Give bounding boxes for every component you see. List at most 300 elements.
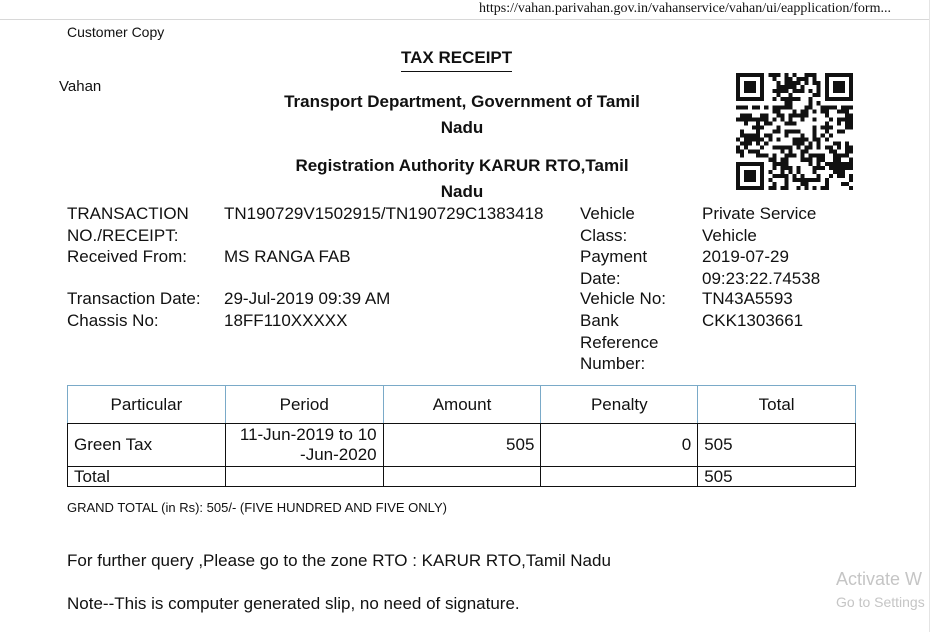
qr-module: [780, 166, 784, 170]
qr-module: [845, 162, 849, 166]
grand-total-text: GRAND TOTAL (in Rs): 505/- (FIVE HUNDRED AND FIVE ONLY): [67, 500, 447, 515]
qr-module: [837, 117, 841, 121]
qr-module: [825, 125, 829, 129]
qr-module: [772, 73, 776, 77]
qr-module: [784, 129, 788, 133]
department-heading: [262, 89, 662, 141]
payment-date-label: [580, 246, 647, 289]
qr-module: [784, 166, 788, 170]
qr-module: [833, 89, 837, 93]
qr-module: [784, 154, 788, 158]
qr-module: [744, 89, 748, 93]
bank-reference-label-line-1: Bank: [580, 311, 619, 330]
qr-module: [756, 154, 760, 158]
qr-module: [788, 81, 792, 85]
qr-module: [813, 186, 817, 190]
qr-module: [849, 77, 853, 81]
qr-module: [744, 73, 748, 77]
vehicle-class-value: [702, 203, 816, 246]
qr-module: [841, 81, 845, 85]
qr-module: [849, 146, 853, 150]
table-total-row: [68, 467, 856, 487]
qr-module: [809, 101, 813, 105]
qr-module: [833, 150, 837, 154]
qr-module: [825, 162, 829, 166]
qr-module: [740, 117, 744, 121]
qr-module: [784, 97, 788, 101]
transaction-label-line-2: NO./RECEIPT:: [67, 225, 179, 245]
qr-module: [837, 162, 841, 166]
qr-module: [744, 186, 748, 190]
qr-module: [805, 178, 809, 182]
print-url: https://vahan.parivahan.gov.in/vahanservice/vahan/ui/eapplication/form...: [479, 1, 891, 16]
qr-module: [756, 138, 760, 142]
payment-date-label-line-2: Date:: [580, 268, 621, 288]
qr-module: [813, 170, 817, 174]
qr-module: [833, 142, 837, 146]
qr-module: [772, 154, 776, 158]
qr-module: [837, 73, 841, 77]
qr-module: [825, 105, 829, 109]
received-from-value: MS RANGA FAB: [224, 247, 351, 266]
qr-module: [736, 146, 740, 150]
qr-module: [752, 73, 756, 77]
qr-module: [849, 158, 853, 162]
qr-module: [813, 93, 817, 97]
qr-module: [841, 154, 845, 158]
qr-module: [821, 158, 825, 162]
qr-module: [841, 85, 845, 89]
qr-module: [813, 81, 817, 85]
qr-module: [736, 105, 740, 109]
qr-module: [760, 81, 764, 85]
qr-module: [837, 142, 841, 146]
qr-module: [780, 170, 784, 174]
payment-date-label-line-1: Payment: [580, 247, 648, 266]
qr-module: [764, 142, 768, 146]
qr-module: [829, 117, 833, 121]
qr-module: [736, 89, 740, 93]
qr-module: [760, 97, 764, 101]
qr-module: [744, 81, 748, 85]
qr-module: [756, 97, 760, 101]
qr-module: [736, 166, 740, 170]
bank-reference-value: CKK1303661: [702, 311, 804, 330]
qr-module: [772, 182, 776, 186]
qr-module: [748, 117, 752, 121]
qr-module: [817, 85, 821, 89]
qr-code-icon: [736, 73, 853, 190]
qr-module: [841, 73, 845, 77]
qr-module: [760, 182, 764, 186]
qr-module: [825, 93, 829, 97]
qr-module: [764, 117, 768, 121]
qr-module: [849, 81, 853, 85]
qr-module: [756, 162, 760, 166]
qr-module: [788, 117, 792, 121]
transaction-date-label: Transaction Date:: [67, 289, 201, 308]
qr-module: [780, 85, 784, 89]
qr-module: [772, 129, 776, 133]
qr-module: [736, 150, 740, 154]
qr-module: [845, 150, 849, 154]
qr-module: [792, 81, 796, 85]
qr-module: [825, 109, 829, 113]
qr-module: [788, 150, 792, 154]
qr-module: [768, 178, 772, 182]
qr-module: [837, 85, 841, 89]
qr-module: [784, 77, 788, 81]
qr-module: [744, 142, 748, 146]
qr-module: [788, 113, 792, 117]
qr-module: [801, 142, 805, 146]
qr-module: [825, 121, 829, 125]
qr-module: [764, 134, 768, 138]
qr-module: [797, 81, 801, 85]
qr-module: [756, 105, 760, 109]
qr-module: [748, 162, 752, 166]
qr-module: [756, 129, 760, 133]
qr-module: [825, 89, 829, 93]
qr-module: [772, 89, 776, 93]
qr-module: [780, 174, 784, 178]
total-row-label: Total: [68, 467, 226, 487]
qr-module: [776, 125, 780, 129]
qr-module: [784, 105, 788, 109]
qr-module: [797, 178, 801, 182]
qr-module: [788, 97, 792, 101]
payment-date-value: [702, 246, 820, 289]
qr-module: [833, 170, 837, 174]
qr-module: [841, 89, 845, 93]
qr-module: [748, 178, 752, 182]
qr-module: [801, 109, 805, 113]
qr-module: [748, 89, 752, 93]
qr-module: [740, 97, 744, 101]
qr-module: [837, 97, 841, 101]
qr-module: [760, 166, 764, 170]
qr-module: [797, 170, 801, 174]
qr-module: [817, 142, 821, 146]
qr-module: [792, 73, 796, 77]
qr-module: [768, 138, 772, 142]
qr-module: [772, 186, 776, 190]
qr-module: [744, 170, 748, 174]
qr-module: [792, 129, 796, 133]
tax-table: [67, 385, 856, 487]
qr-module: [760, 73, 764, 77]
qr-module: [813, 178, 817, 182]
qr-module: [784, 146, 788, 150]
qr-module: [801, 174, 805, 178]
qr-module: [797, 142, 801, 146]
qr-module: [845, 97, 849, 101]
qr-module: [752, 85, 756, 89]
qr-module: [849, 162, 853, 166]
qr-module: [837, 170, 841, 174]
qr-module: [748, 150, 752, 154]
qr-module: [760, 113, 764, 117]
transaction-label-line-1: TRANSACTION: [67, 204, 189, 223]
qr-module: [825, 182, 829, 186]
total-row-empty-penalty: [541, 467, 698, 487]
qr-module: [821, 186, 825, 190]
qr-module: [736, 97, 740, 101]
qr-module: [780, 186, 784, 190]
qr-module: [780, 105, 784, 109]
qr-module: [780, 162, 784, 166]
qr-module: [768, 170, 772, 174]
qr-module: [756, 117, 760, 121]
qr-module: [792, 174, 796, 178]
column-header-amount: Amount: [383, 386, 541, 424]
qr-module: [817, 146, 821, 150]
qr-module: [801, 134, 805, 138]
qr-module: [837, 158, 841, 162]
qr-module: [829, 134, 833, 138]
qr-module: [805, 186, 809, 190]
qr-module: [768, 186, 772, 190]
qr-module: [829, 146, 833, 150]
qr-module: [788, 77, 792, 81]
qr-module: [849, 89, 853, 93]
qr-module: [788, 85, 792, 89]
qr-module: [784, 73, 788, 77]
qr-module: [841, 97, 845, 101]
qr-module: [760, 93, 764, 97]
qr-module: [764, 154, 768, 158]
qr-module: [845, 182, 849, 186]
qr-module: [829, 174, 833, 178]
column-header-particular: Particular: [68, 386, 226, 424]
qr-module: [752, 186, 756, 190]
qr-module: [797, 113, 801, 117]
qr-module: [772, 162, 776, 166]
vehicle-class-label: [580, 203, 635, 246]
qr-module: [752, 178, 756, 182]
authority-line-1: Registration Authority KARUR RTO,Tamil: [295, 156, 629, 175]
qr-module: [748, 170, 752, 174]
transaction-date-value: 29-Jul-2019 09:39 AM: [224, 289, 391, 308]
qr-module: [744, 105, 748, 109]
qr-module: [788, 154, 792, 158]
qr-module: [817, 89, 821, 93]
qr-module: [776, 93, 780, 97]
qr-module: [837, 129, 841, 133]
qr-module: [849, 186, 853, 190]
url-bar-divider: [0, 19, 929, 20]
qr-module: [740, 129, 744, 133]
qr-module: [801, 89, 805, 93]
qr-module: [788, 121, 792, 125]
qr-module: [801, 150, 805, 154]
qr-module: [849, 85, 853, 89]
qr-module: [817, 178, 821, 182]
qr-module: [776, 73, 780, 77]
qr-module: [845, 166, 849, 170]
qr-module: [780, 117, 784, 121]
qr-module: [841, 109, 845, 113]
qr-module: [817, 158, 821, 162]
qr-module: [825, 77, 829, 81]
qr-module: [813, 109, 817, 113]
qr-module: [845, 154, 849, 158]
scrollbar-edge: [929, 0, 930, 632]
qr-module: [776, 105, 780, 109]
qr-module: [837, 154, 841, 158]
qr-module: [849, 121, 853, 125]
total-row-total: 505: [698, 467, 856, 487]
qr-module: [772, 158, 776, 162]
qr-module: [841, 174, 845, 178]
qr-module: [849, 73, 853, 77]
payment-date-value-line-1: 2019-07-29: [702, 247, 789, 266]
qr-module: [797, 77, 801, 81]
qr-module: [772, 174, 776, 178]
vahan-logo-text: Vahan: [59, 78, 102, 95]
qr-module: [797, 166, 801, 170]
qr-module: [825, 186, 829, 190]
qr-module: [736, 170, 740, 174]
qr-module: [817, 174, 821, 178]
qr-module: [805, 138, 809, 142]
qr-module: [760, 125, 764, 129]
qr-module: [756, 73, 760, 77]
qr-module: [817, 162, 821, 166]
bank-reference-label-line-2: Reference: [580, 332, 659, 352]
qr-module: [784, 101, 788, 105]
qr-module: [736, 174, 740, 178]
qr-module: [788, 101, 792, 105]
vehicle-class-label-line-1: Vehicle: [580, 204, 635, 223]
qr-module: [849, 105, 853, 109]
qr-module: [752, 150, 756, 154]
authority-line-2: Nadu: [440, 182, 484, 201]
department-line-1: Transport Department, Government of Tamil: [284, 92, 640, 111]
bank-reference-label: [580, 310, 658, 375]
qr-module: [744, 162, 748, 166]
qr-module: [772, 166, 776, 170]
qr-module: [756, 134, 760, 138]
qr-module: [829, 97, 833, 101]
qr-module: [813, 117, 817, 121]
qr-module: [772, 117, 776, 121]
qr-module: [772, 97, 776, 101]
qr-module: [797, 186, 801, 190]
qr-module: [809, 178, 813, 182]
go-to-settings-watermark: Go to Settings: [836, 594, 925, 610]
qr-module: [825, 138, 829, 142]
transaction-number: TN190729V1502915/TN190729C1383418: [224, 204, 544, 223]
qr-module: [776, 113, 780, 117]
column-header-penalty: Penalty: [541, 386, 698, 424]
qr-module: [833, 166, 837, 170]
qr-module: [784, 85, 788, 89]
qr-module: [837, 109, 841, 113]
qr-module: [788, 146, 792, 150]
qr-module: [760, 178, 764, 182]
qr-module: [760, 170, 764, 174]
qr-module: [784, 81, 788, 85]
qr-module: [833, 158, 837, 162]
qr-module: [784, 174, 788, 178]
qr-module: [801, 85, 805, 89]
qr-module: [833, 105, 837, 109]
qr-module: [776, 146, 780, 150]
qr-module: [776, 81, 780, 85]
qr-module: [780, 89, 784, 93]
qr-module: [797, 89, 801, 93]
qr-module: [829, 150, 833, 154]
qr-module: [736, 182, 740, 186]
qr-module: [760, 162, 764, 166]
qr-module: [748, 174, 752, 178]
qr-module: [813, 154, 817, 158]
qr-module: [849, 117, 853, 121]
qr-module: [845, 117, 849, 121]
qr-module: [744, 138, 748, 142]
qr-module: [813, 129, 817, 133]
qr-module: [736, 85, 740, 89]
qr-module: [748, 97, 752, 101]
qr-module: [813, 125, 817, 129]
qr-module: [784, 178, 788, 182]
query-text: For further query ,Please go to the zone RTO : KARUR RTO,Tamil Nadu: [67, 551, 611, 570]
qr-module: [809, 162, 813, 166]
qr-module: [805, 146, 809, 150]
qr-module: [784, 182, 788, 186]
qr-module: [748, 142, 752, 146]
qr-module: [744, 134, 748, 138]
qr-module: [801, 158, 805, 162]
qr-module: [797, 129, 801, 133]
qr-module: [776, 174, 780, 178]
qr-module: [760, 89, 764, 93]
qr-module: [792, 85, 796, 89]
qr-module: [744, 117, 748, 121]
qr-module: [776, 85, 780, 89]
qr-module: [833, 162, 837, 166]
qr-module: [752, 89, 756, 93]
qr-module: [784, 89, 788, 93]
qr-module: [805, 81, 809, 85]
qr-module: [825, 85, 829, 89]
qr-module: [845, 105, 849, 109]
cell-particular: Green Tax: [68, 424, 226, 467]
qr-module: [756, 125, 760, 129]
qr-module: [841, 170, 845, 174]
qr-module: [817, 81, 821, 85]
qr-module: [784, 134, 788, 138]
qr-module: [792, 113, 796, 117]
column-header-total: Total: [698, 386, 856, 424]
qr-module: [744, 178, 748, 182]
vehicle-class-label-line-2: Class:: [580, 225, 628, 245]
qr-module: [821, 125, 825, 129]
qr-module: [845, 146, 849, 150]
qr-module: [780, 113, 784, 117]
qr-module: [821, 154, 825, 158]
qr-module: [764, 121, 768, 125]
qr-module: [817, 138, 821, 142]
qr-module: [756, 150, 760, 154]
qr-module: [768, 158, 772, 162]
qr-module: [792, 89, 796, 93]
qr-module: [805, 73, 809, 77]
qr-module: [845, 73, 849, 77]
qr-module: [845, 121, 849, 125]
qr-module: [744, 146, 748, 150]
